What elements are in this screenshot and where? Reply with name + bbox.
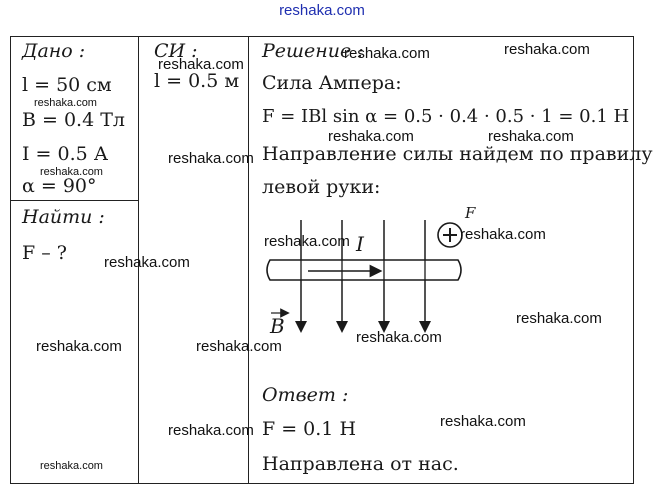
watermark: reshaka.com: [516, 310, 602, 327]
si-heading: СИ :: [154, 40, 198, 62]
current-label: I: [356, 232, 364, 256]
answer-value: F = 0.1 Н: [262, 418, 357, 440]
solution-rule-line2: левой руки:: [262, 176, 381, 198]
watermark: reshaka.com: [40, 460, 103, 472]
given-heading: Дано :: [22, 40, 86, 62]
watermark: reshaka.com: [104, 254, 190, 271]
field-label: B: [270, 314, 285, 338]
watermark: reshaka.com: [158, 56, 244, 73]
force-label: F: [465, 204, 476, 222]
watermark: reshaka.com: [344, 45, 430, 62]
solution-rule-line1: Направление силы найдем по правилу: [262, 143, 653, 165]
conductor: [267, 260, 461, 280]
watermark: reshaka.com: [460, 226, 546, 243]
given-length: l = 50 см: [22, 74, 112, 96]
watermark: reshaka.com: [356, 329, 442, 346]
watermark: reshaka.com: [168, 150, 254, 167]
solution-heading: Решение :: [262, 40, 364, 62]
find-force: F – ?: [22, 242, 67, 264]
ampere-force-diagram: [258, 204, 476, 340]
si-length: l = 0.5 м: [154, 70, 240, 92]
given-angle: α = 90°: [22, 175, 97, 197]
answer-heading: Ответ :: [262, 384, 349, 406]
watermark: reshaka.com: [34, 97, 97, 109]
column-divider-si: [248, 36, 249, 484]
watermark: reshaka.com: [196, 338, 282, 355]
solution-formula: F = IBl sin α = 0.5 · 0.4 · 0.5 · 1 = 0.1 Н: [262, 106, 630, 127]
watermark: reshaka.com: [168, 422, 254, 439]
solution-ampere-label: Сила Ампера:: [262, 72, 402, 94]
watermark: reshaka.com: [328, 128, 414, 145]
watermark: reshaka.com: [488, 128, 574, 145]
given-field: B = 0.4 Тл: [22, 109, 125, 131]
answer-direction: Направлена от нас.: [262, 453, 459, 475]
find-heading: Найти :: [22, 206, 105, 228]
row-divider-find: [10, 200, 138, 201]
watermark: reshaka.com: [40, 166, 103, 178]
watermark: reshaka.com: [36, 338, 122, 355]
watermark: reshaka.com: [264, 233, 350, 250]
site-header-watermark[interactable]: reshaka.com: [279, 2, 365, 19]
given-current: I = 0.5 А: [22, 143, 109, 165]
watermark: reshaka.com: [440, 413, 526, 430]
watermark: reshaka.com: [504, 41, 590, 58]
